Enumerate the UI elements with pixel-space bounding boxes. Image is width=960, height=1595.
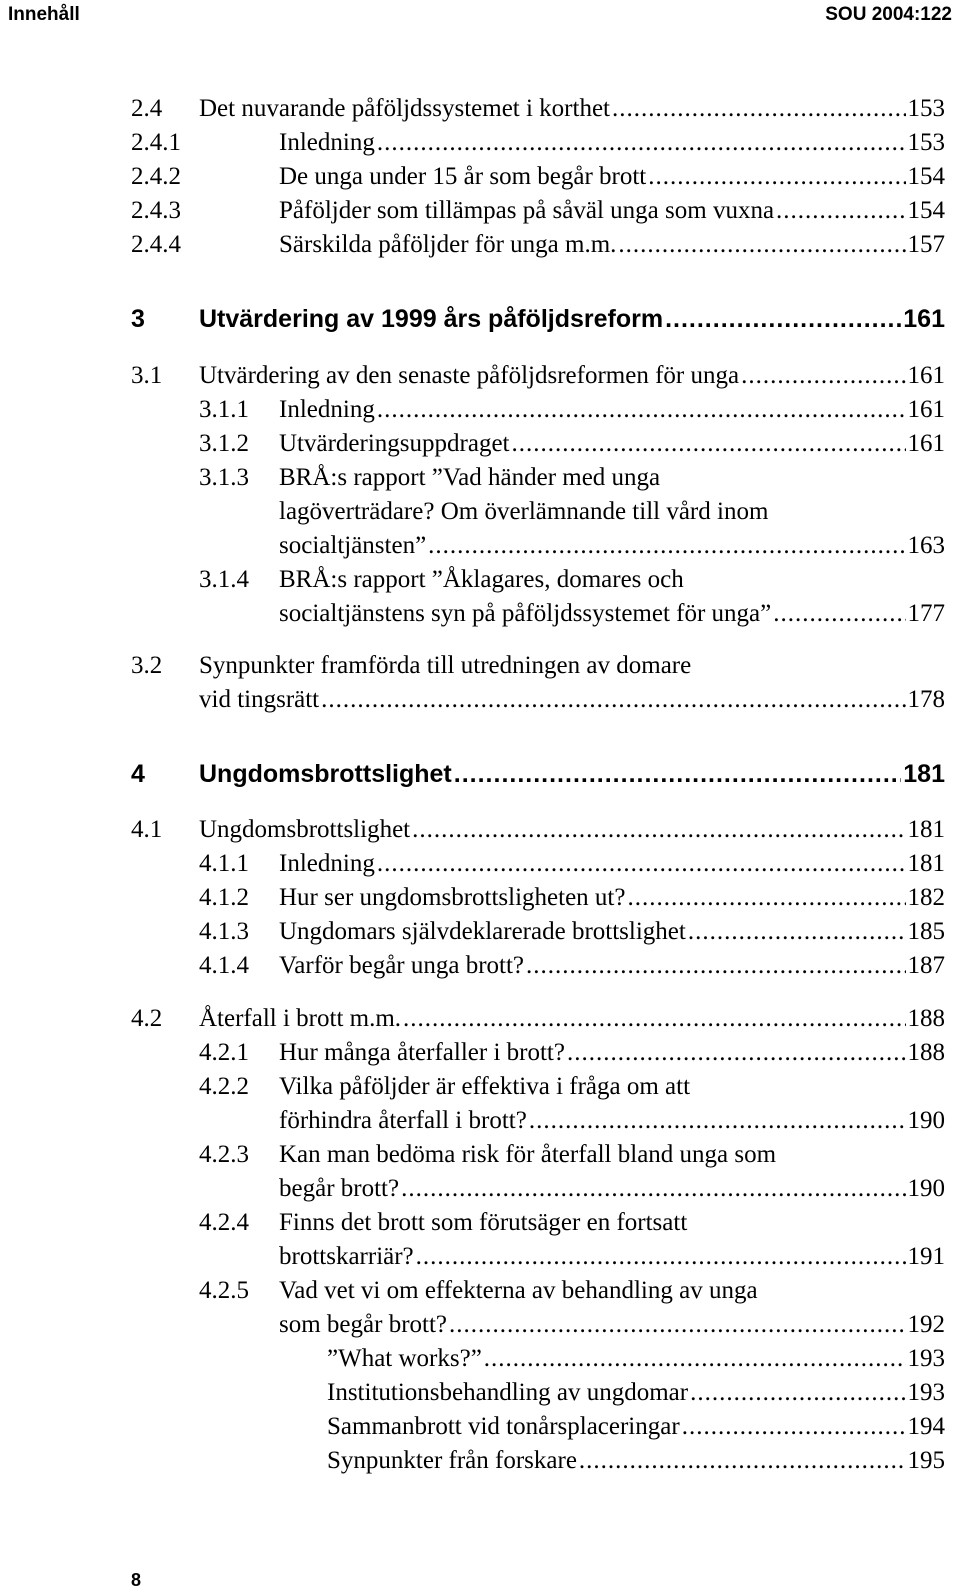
page-number: 161 xyxy=(907,396,945,423)
section-title-part: Synpunkter framförda till utredningen av domare xyxy=(199,652,692,679)
dot-leader xyxy=(401,1172,905,1206)
page-number: 157 xyxy=(907,231,945,258)
section-title: Ungdomars självdeklarerade brottslighet xyxy=(279,918,686,945)
section-title: Hur ser ungdomsbrottsligheten ut? xyxy=(279,884,626,911)
toc-entry-4-2-3-line-1 xyxy=(0,1138,960,1172)
section-title-part: Kan man bedöma risk för återfall bland unga som xyxy=(279,1141,777,1168)
section-number: 3.1.4 xyxy=(199,566,249,593)
toc-chapter-3[interactable] xyxy=(0,302,960,336)
section-number: 4.1.1 xyxy=(199,850,249,877)
page-number: 194 xyxy=(907,1413,945,1440)
toc-entry-3-1-4-line-1 xyxy=(0,563,960,597)
section-header: Innehåll xyxy=(8,4,80,25)
dot-leader xyxy=(484,1342,906,1376)
toc-entry-4-2-5-line-1 xyxy=(0,1274,960,1308)
section-title-part: vid tingsrätt xyxy=(199,686,320,713)
section-title: Det nuvarande påföljdssystemet i korthet xyxy=(199,95,610,122)
section-title: Ungdomsbrottslighet xyxy=(199,816,411,843)
toc-line xyxy=(279,915,945,949)
page-number: 188 xyxy=(907,1005,945,1032)
document-reference: SOU 2004:122 xyxy=(825,4,952,25)
page-number: 181 xyxy=(907,850,945,877)
dot-leader xyxy=(454,757,902,791)
section-title-part: begår brott? xyxy=(279,1175,400,1202)
page-number-footer: 8 xyxy=(131,1570,142,1590)
toc-line xyxy=(279,847,945,881)
toc-entry-4-1-4[interactable] xyxy=(0,949,960,983)
section-title: Sammanbrott vid tonårsplaceringar xyxy=(327,1413,680,1440)
toc-line xyxy=(199,813,945,847)
section-number: 2.4.2 xyxy=(131,163,181,190)
toc-line xyxy=(279,1104,945,1138)
page-number: 193 xyxy=(907,1345,945,1372)
toc-entry-2-4-3[interactable] xyxy=(0,194,960,228)
page-number: 181 xyxy=(903,760,945,788)
page-number: 192 xyxy=(907,1311,945,1338)
toc-entry-4-2-4-line-1 xyxy=(0,1206,960,1240)
page-number: 177 xyxy=(907,600,945,627)
toc-entry-4-2-1[interactable] xyxy=(0,1036,960,1070)
section-title: Inledning xyxy=(279,850,375,877)
page-number: 161 xyxy=(903,305,945,333)
page-number: 195 xyxy=(907,1447,945,1474)
section-number: 4.2.3 xyxy=(199,1141,249,1168)
toc-line xyxy=(199,1002,945,1036)
toc-line xyxy=(327,1376,945,1410)
dot-leader xyxy=(618,228,905,262)
toc-line xyxy=(279,393,945,427)
dot-leader xyxy=(428,529,905,563)
section-title-part: brottskarriär? xyxy=(279,1243,414,1270)
toc-line xyxy=(279,949,945,983)
page-number: 161 xyxy=(907,430,945,457)
page-number: 187 xyxy=(907,952,945,979)
toc-line xyxy=(279,228,945,262)
toc-entry-3-1-1[interactable] xyxy=(0,393,960,427)
toc-subentry-sammanbrott[interactable] xyxy=(0,1410,960,1444)
toc-entry-4-2-2-line-1 xyxy=(0,1070,960,1104)
section-title: De unga under 15 år som begår brott xyxy=(279,163,647,190)
section-number: 4.2 xyxy=(131,1005,163,1032)
toc-subentry-synpunkter-forskare[interactable] xyxy=(0,1444,960,1478)
chapter-number: 4 xyxy=(131,760,145,788)
toc-chapter-4[interactable] xyxy=(0,757,960,791)
dot-leader xyxy=(416,1240,906,1274)
toc-line xyxy=(279,597,945,631)
toc-entry-4-2-5[interactable] xyxy=(0,1308,960,1342)
section-number: 3.1.3 xyxy=(199,464,249,491)
section-number: 2.4 xyxy=(131,95,163,122)
page-number: 163 xyxy=(907,532,945,559)
toc-entry-4-2-2[interactable] xyxy=(0,1104,960,1138)
toc-line xyxy=(199,757,945,791)
toc-entry-3-1-4[interactable] xyxy=(0,597,960,631)
toc-subentry-institutionsbehandling[interactable] xyxy=(0,1376,960,1410)
dot-leader xyxy=(567,1036,906,1070)
toc-line xyxy=(279,1308,945,1342)
page-number: 193 xyxy=(907,1379,945,1406)
toc-line xyxy=(279,194,945,228)
section-title: Synpunkter från forskare xyxy=(327,1447,577,1474)
page-number: 161 xyxy=(907,362,945,389)
dot-leader xyxy=(612,92,906,126)
toc-entry-2-4-2[interactable] xyxy=(0,160,960,194)
section-title: Hur många återfaller i brott? xyxy=(279,1039,565,1066)
toc-entry-4-2[interactable] xyxy=(0,1002,960,1036)
section-title: Återfall i brott m.m. xyxy=(199,1005,402,1032)
section-number: 3.1.2 xyxy=(199,430,249,457)
dot-leader xyxy=(579,1444,906,1478)
toc-entry-3-1-3[interactable] xyxy=(0,529,960,563)
toc-line xyxy=(199,92,945,126)
dot-leader xyxy=(377,126,906,160)
dot-leader xyxy=(511,427,905,461)
chapter-title: Ungdomsbrottslighet xyxy=(199,760,452,788)
page-number: 178 xyxy=(907,686,945,713)
toc-entry-2-4[interactable] xyxy=(0,92,960,126)
dot-leader xyxy=(682,1410,906,1444)
toc-line xyxy=(327,1444,945,1478)
section-number: 2.4.1 xyxy=(131,129,181,156)
toc-entry-3-1-2[interactable] xyxy=(0,427,960,461)
toc-line xyxy=(279,1036,945,1070)
section-number: 4.1.3 xyxy=(199,918,249,945)
toc-line xyxy=(327,1342,945,1376)
dot-leader xyxy=(412,813,905,847)
dot-leader xyxy=(403,1002,905,1036)
section-title: Inledning xyxy=(279,396,375,423)
section-title-part: socialtjänstens syn på påföljdssystemet för unga” xyxy=(279,600,772,627)
section-title-part: Vad vet vi om effekterna av behandling av unga xyxy=(279,1277,758,1304)
toc-line xyxy=(279,1240,945,1274)
section-title: Påföljder som tillämpas på såväl unga som vuxna xyxy=(279,197,775,224)
toc-line xyxy=(199,359,945,393)
page-number: 153 xyxy=(907,95,945,122)
toc-line xyxy=(327,1410,945,1444)
dot-leader xyxy=(449,1308,905,1342)
section-number: 2.4.4 xyxy=(131,231,181,258)
dot-leader xyxy=(377,393,906,427)
section-number: 4.1.2 xyxy=(199,884,249,911)
page-number: 154 xyxy=(907,197,945,224)
toc-entry-3-2[interactable] xyxy=(0,683,960,717)
dot-leader xyxy=(377,847,906,881)
toc-line xyxy=(279,126,945,160)
section-title: Inledning xyxy=(279,129,375,156)
page-number: 181 xyxy=(907,816,945,843)
page-number: 185 xyxy=(907,918,945,945)
toc-line xyxy=(279,881,945,915)
section-title: Särskilda påföljder för unga m.m. xyxy=(279,231,617,258)
section-title-part: socialtjänsten” xyxy=(279,532,427,559)
dot-leader xyxy=(321,683,905,717)
section-number: 2.4.3 xyxy=(131,197,181,224)
toc-entry-4-2-4[interactable] xyxy=(0,1240,960,1274)
section-title: Institutionsbehandling av ungdomar xyxy=(327,1379,689,1406)
toc-line xyxy=(279,160,945,194)
toc-entry-2-4-4[interactable] xyxy=(0,228,960,262)
section-title: Varför begår unga brott? xyxy=(279,952,525,979)
section-title-part: Finns det brott som förutsäger en fortsatt xyxy=(279,1209,688,1236)
toc-line xyxy=(279,1172,945,1206)
toc-line xyxy=(279,427,945,461)
section-number: 4.1 xyxy=(131,816,163,843)
section-number: 4.2.4 xyxy=(199,1209,249,1236)
section-number: 3.2 xyxy=(131,652,163,679)
toc-entry-4-1-3[interactable] xyxy=(0,915,960,949)
toc-entry-4-1[interactable] xyxy=(0,813,960,847)
toc-subentry-what-works[interactable] xyxy=(0,1342,960,1376)
dot-leader xyxy=(648,160,905,194)
section-title-part: lagöverträdare? Om överlämnande till vård inom xyxy=(279,498,769,525)
page-number: 190 xyxy=(907,1107,945,1134)
toc-entry-3-1-3-line-1 xyxy=(0,461,960,495)
section-number: 4.1.4 xyxy=(199,952,249,979)
page-number: 190 xyxy=(907,1175,945,1202)
section-title: Utvärdering av den senaste påföljdsreformen för unga xyxy=(199,362,740,389)
dot-leader xyxy=(665,302,901,336)
toc-entry-4-1-1[interactable] xyxy=(0,847,960,881)
dot-leader xyxy=(529,1104,906,1138)
toc-line xyxy=(199,683,945,717)
toc-line xyxy=(279,529,945,563)
page-number: 154 xyxy=(907,163,945,190)
chapter-title: Utvärdering av 1999 års påföljdsreform xyxy=(199,305,664,333)
section-title: ”What works?” xyxy=(327,1345,482,1372)
page-number: 182 xyxy=(907,884,945,911)
section-number: 3.1 xyxy=(131,362,163,389)
section-number: 4.2.2 xyxy=(199,1073,249,1100)
chapter-number: 3 xyxy=(131,305,145,333)
section-number: 4.2.5 xyxy=(199,1277,249,1304)
dot-leader xyxy=(773,597,905,631)
section-number: 3.1.1 xyxy=(199,396,249,423)
page-number: 153 xyxy=(907,129,945,156)
dot-leader xyxy=(690,1376,905,1410)
section-number: 4.2.1 xyxy=(199,1039,249,1066)
dot-leader xyxy=(776,194,905,228)
section-title-part: Vilka påföljder är effektiva i fråga om att xyxy=(279,1073,691,1100)
section-title-part: BRÅ:s rapport ”Åklagares, domares och xyxy=(279,566,684,593)
toc-entry-3-1[interactable] xyxy=(0,359,960,393)
page-number: 191 xyxy=(907,1243,945,1270)
section-title: Utvärderingsuppdraget xyxy=(279,430,510,457)
toc-entry-4-1-2[interactable] xyxy=(0,881,960,915)
page-number: 188 xyxy=(907,1039,945,1066)
section-title-part: BRÅ:s rapport ”Vad händer med unga xyxy=(279,464,661,491)
section-title-part: förhindra återfall i brott? xyxy=(279,1107,527,1134)
toc-line xyxy=(199,302,945,336)
toc-entry-3-2-line-1 xyxy=(0,649,960,683)
dot-leader xyxy=(627,881,905,915)
dot-leader xyxy=(688,915,906,949)
dot-leader xyxy=(741,359,905,393)
toc-entry-3-1-3-line-2 xyxy=(0,495,960,529)
section-title-part: som begår brott? xyxy=(279,1311,448,1338)
dot-leader xyxy=(526,949,905,983)
toc-entry-4-2-3[interactable] xyxy=(0,1172,960,1206)
toc-entry-2-4-1[interactable] xyxy=(0,126,960,160)
